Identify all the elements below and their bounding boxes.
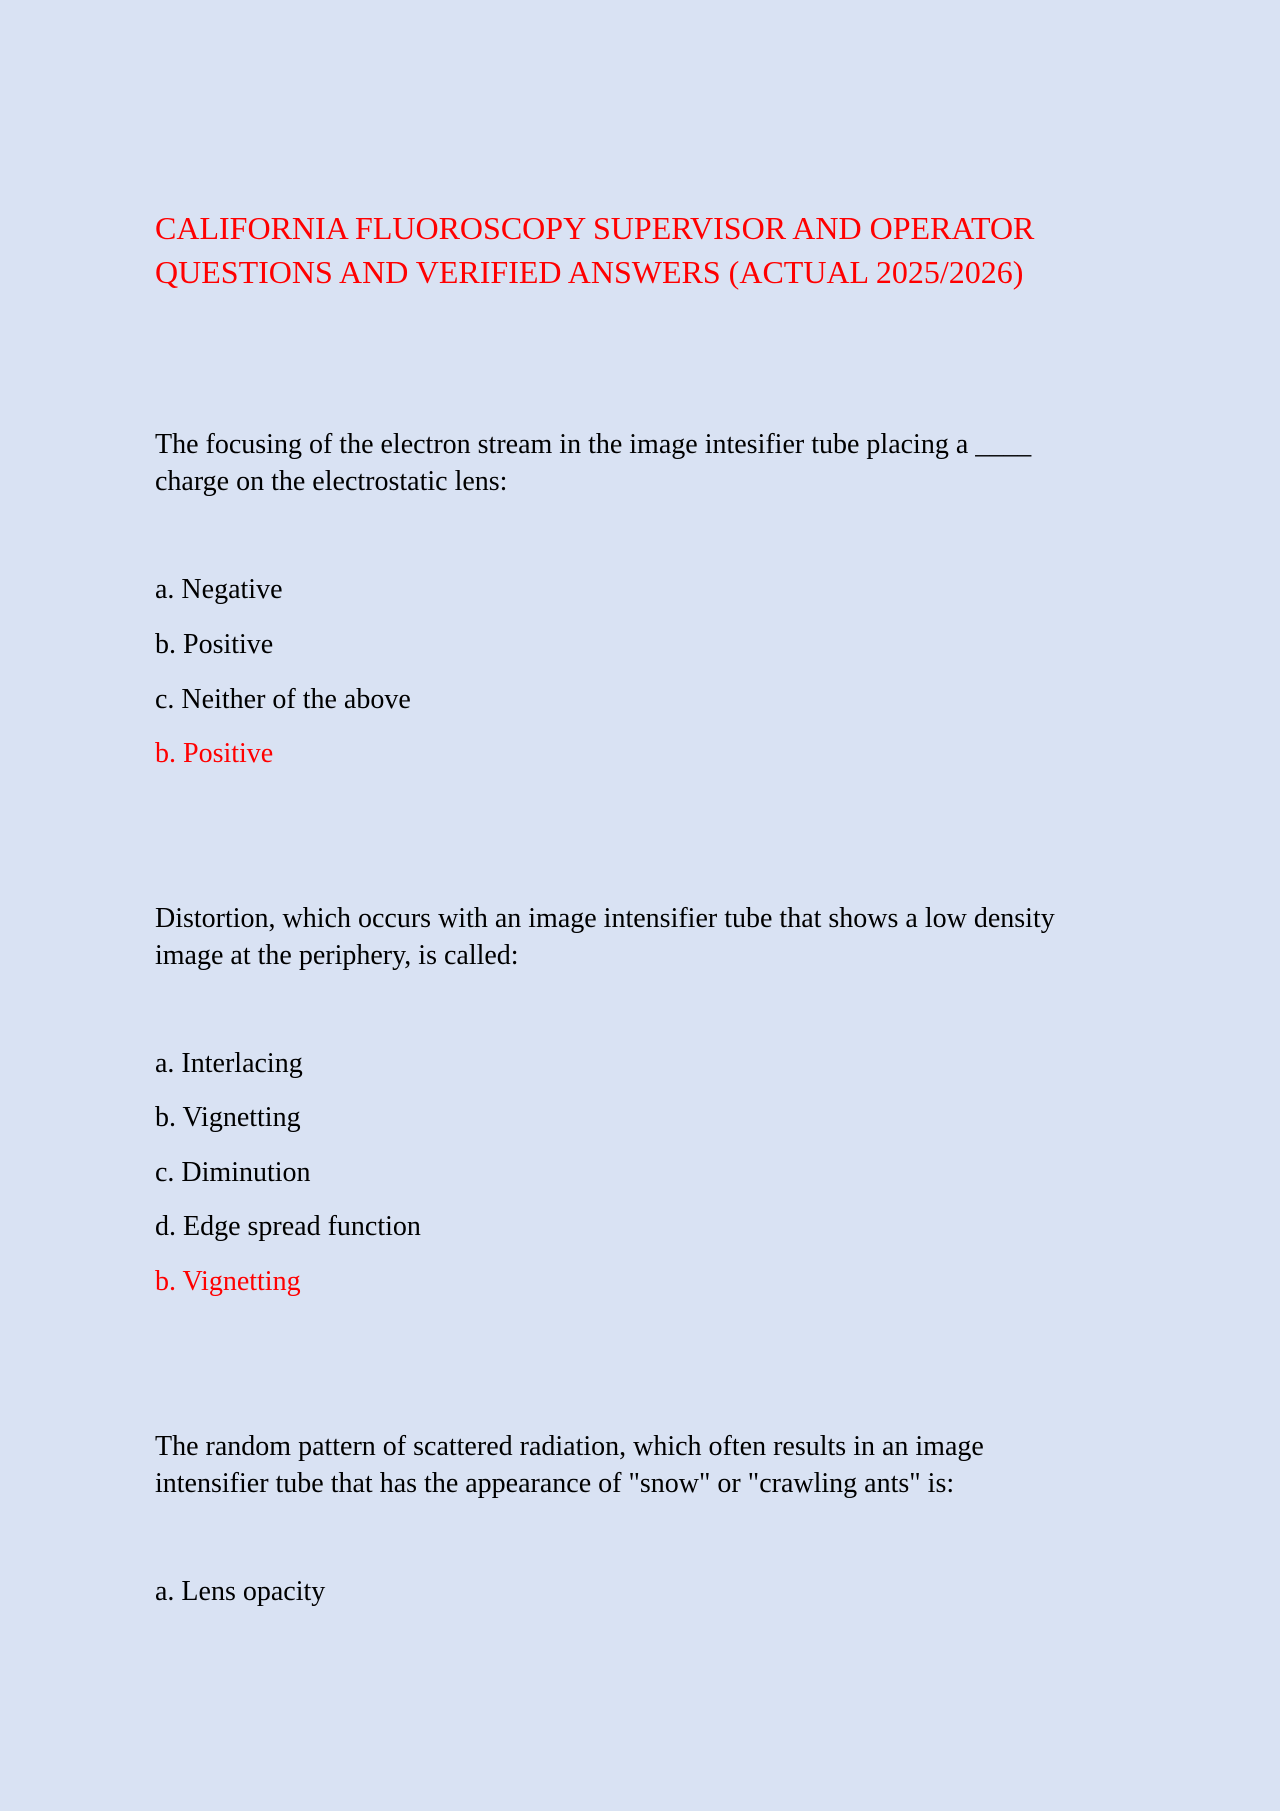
question-text-line: Distortion, which occurs with an image intensifier tube that shows a low density xyxy=(155,903,1055,934)
question-text-line: The random pattern of scattered radiation, which often results in an image xyxy=(155,1431,984,1462)
title-line-1: CALIFORNIA FLUOROSCOPY SUPERVISOR AND OPERATOR xyxy=(155,210,1035,246)
question-text-line: charge on the electrostatic lens: xyxy=(155,466,508,497)
question-1-option-b: b. Positive xyxy=(155,629,274,660)
question-text-line: image at the periphery, is called: xyxy=(155,940,519,971)
question-2-text xyxy=(155,900,1155,974)
question-1-option-a: a. Negative xyxy=(155,574,283,605)
question-text-line: The focusing of the electron stream in the image intesifier tube placing a ____ xyxy=(155,429,1032,460)
question-1-option-c: c. Neither of the above xyxy=(155,684,411,715)
question-2-option-a: a. Interlacing xyxy=(155,1048,303,1079)
question-1-answer: b. Positive xyxy=(155,738,274,769)
question-2-option-c: c. Diminution xyxy=(155,1157,311,1188)
question-1-text xyxy=(155,426,1155,500)
question-2-answer: b. Vignetting xyxy=(155,1266,301,1297)
question-2-option-b: b. Vignetting xyxy=(155,1102,301,1133)
question-3-option-a: a. Lens opacity xyxy=(155,1576,326,1607)
title-line-2: QUESTIONS AND VERIFIED ANSWERS (ACTUAL 2025/2026) xyxy=(155,254,1024,290)
question-text-line: intensifier tube that has the appearance of "snow" or "crawling ants" is: xyxy=(155,1468,955,1499)
question-3-text xyxy=(155,1428,1155,1502)
question-2-option-d: d. Edge spread function xyxy=(155,1211,421,1242)
document-title xyxy=(155,206,1155,294)
